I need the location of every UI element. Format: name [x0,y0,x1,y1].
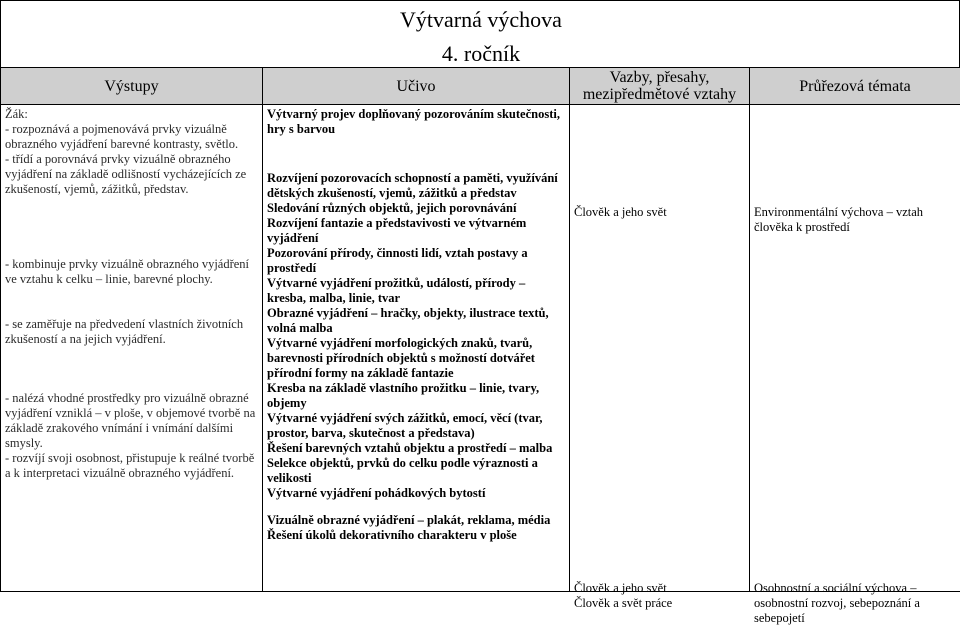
curriculum-item: Výtvarné vyjádření prožitků, událostí, přírody – kresba, malba, linie, tvar [267,276,565,306]
output-item: - rozvíjí svoji osobnost, přistupuje k reálné tvorbě a k interpretaci vizuálně obrazného vyjádření. [5,451,258,481]
output-item: - třídí a porovnává prvky vizuálně obrazného vyjádření na základě odlišností vycházejících ze zkušeností, vjemů, zážitků, představ. [5,152,258,197]
curriculum-item: Vizuálně obrazné vyjádření – plakát, reklama, média [267,513,565,528]
output-item: - nalézá vhodné prostředky pro vizuálně obrazné vyjádření vzniklá – v ploše, v objemové tvorbě na základě zrakového vnímání i vnímání dalšími smysly. [5,391,258,451]
output-item: - rozpoznává a pojmenovává prvky vizuálně obrazného vyjádření barevné kontrasty, světlo. [5,122,258,152]
themes-cell [750,105,960,592]
curriculum-item: Pozorování přírody, činnosti lidí, vztah postavy a prostředí [267,246,565,276]
link-item: Člověk a jeho svět Člověk a svět práce [574,581,745,611]
table-header-row [1,68,960,105]
column-header-links: Vazby, přesahy, mezipředmětové vztahy [570,68,750,105]
curriculum-item: Sledování různých objektů, jejich porovnávání [267,201,565,216]
link-item: Člověk a jeho svět [574,205,745,220]
curriculum-item: Kresba na základě vlastního prožitku – linie, tvary, objemy [267,381,565,411]
column-header-curriculum: Učivo [263,68,570,105]
theme-item: Environmentální výchova – vztah člověka k prostředí [754,205,956,235]
curriculum-table [0,67,960,592]
title-block [0,0,960,68]
grade-subtitle: 4. ročník [1,41,960,67]
column-header-themes: Průřezová témata [750,68,960,105]
theme-item: Osobnostní a sociální výchova – osobnostní rozvoj, sebepoznání a sebepojetí [754,581,956,626]
curriculum-item: Rozvíjení fantazie a představivosti ve výtvarném vyjádření [267,216,565,246]
curriculum-item: Výtvarný projev doplňovaný pozorováním skutečnosti, hry s barvou [267,107,565,137]
curriculum-item: Selekce objektů, prvků do celku podle výraznosti a velikosti [267,456,565,486]
page-title: Výtvarná výchova [1,7,960,33]
curriculum-item: Obrazné vyjádření – hračky, objekty, ilustrace textů, volná malba [267,306,565,336]
curriculum-item: Rozvíjení pozorovacích schopností a paměti, využívání dětských zkušeností, vjemů, zážitků a představ [267,171,565,201]
outputs-cell [1,105,263,592]
links-cell [570,105,750,592]
outputs-intro: Žák: [5,107,258,122]
curriculum-item: Výtvarné vyjádření svých zážitků, emocí, věcí (tvar, prostor, barva, skutečnost a představa) [267,411,565,441]
column-header-outputs: Výstupy [1,68,263,105]
curriculum-item: Řešení barevných vztahů objektu a prostředí – malba [267,441,565,456]
output-item: - kombinuje prvky vizuálně obrazného vyjádření ve vztahu k celku – linie, barevné plochy. [5,257,258,287]
curriculum-item: Řešení úkolů dekorativního charakteru v ploše [267,528,565,543]
curriculum-item: Výtvarné vyjádření morfologických znaků, tvarů, barevnosti přírodních objektů s možností dotvářet přírodní formy na základě fantazie [267,336,565,381]
curriculum-cell [263,105,570,592]
table-row [1,105,960,592]
output-item: - se zaměřuje na předvedení vlastních životních zkušeností a na jejich vyjádření. [5,317,258,347]
curriculum-item: Výtvarné vyjádření pohádkových bytostí [267,486,565,501]
